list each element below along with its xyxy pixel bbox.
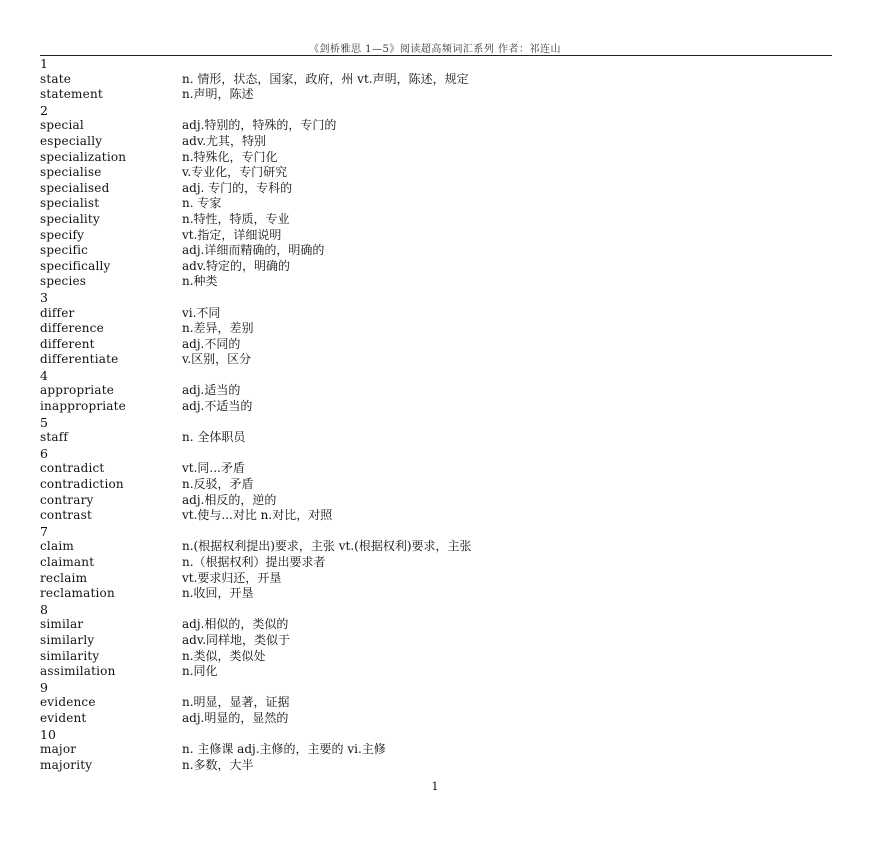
vocab-entry: [40, 87, 830, 103]
entry-definition: adv.尤其，特别: [182, 133, 267, 148]
group-number: 1: [40, 56, 48, 71]
vocab-entry: [40, 118, 830, 134]
entry-definition: n.类似，类似处: [182, 648, 266, 663]
group-number: 6: [40, 445, 48, 461]
entry-definition: n.明显，显著，证据: [182, 695, 290, 710]
vocab-entry: [40, 664, 830, 680]
vocab-entry: [40, 539, 830, 555]
entry-word: appropriate: [40, 383, 115, 398]
vocab-entry: [40, 571, 830, 587]
entry-word: similarly: [40, 632, 95, 647]
entry-word: especially: [40, 133, 103, 148]
entry-definition: vt.同...矛盾: [182, 461, 245, 476]
vocab-entry: [40, 352, 830, 368]
vocab-entry: [40, 695, 830, 711]
entry-definition: n. 全体职员: [182, 430, 246, 445]
vocab-entry: [40, 259, 830, 275]
vocab-entry: [40, 742, 830, 758]
entry-word: evidence: [40, 695, 96, 710]
entry-definition: adj.相似的，类似的: [182, 617, 289, 632]
entry-definition: v.区别，区分: [182, 352, 252, 367]
entry-definition: vt.要求归还，开垦: [182, 570, 282, 585]
entry-word: species: [40, 274, 87, 289]
entry-word: major: [40, 742, 77, 757]
entry-word: contrast: [40, 508, 92, 523]
vocab-entry: [40, 555, 830, 571]
entry-definition: n.差异，差别: [182, 321, 254, 336]
group-number: 7: [40, 523, 48, 539]
vocab-entry: [40, 306, 830, 322]
entry-definition: n.多数，大半: [182, 757, 254, 772]
entry-definition: v.专业化，专门研究: [182, 165, 288, 180]
vocab-entry: [40, 758, 830, 774]
entry-word: specify: [40, 227, 85, 242]
vocab-entry: [40, 383, 830, 399]
entry-word: reclamation: [40, 586, 115, 601]
entry-definition: vt.使与...对比 n.对比，对照: [182, 508, 333, 523]
entry-definition: adj.详细而精确的，明确的: [182, 243, 325, 258]
entry-word: assimilation: [40, 664, 116, 679]
entry-word: contradict: [40, 461, 105, 476]
group-number: 5: [40, 414, 48, 430]
vocab-entry: [40, 477, 830, 493]
entry-word: different: [40, 336, 95, 351]
entry-word: staff: [40, 430, 69, 445]
entry-definition: adj. 专门的，专科的: [182, 180, 293, 195]
vocabulary-list: [40, 56, 830, 773]
entry-word: specialist: [40, 196, 100, 211]
entry-word: contradiction: [40, 477, 124, 492]
vocab-entry: [40, 617, 830, 633]
vocab-entry: [40, 633, 830, 649]
entry-word: claim: [40, 539, 74, 554]
entry-word: special: [40, 118, 84, 133]
entry-definition: n.特性，特质，专业: [182, 211, 290, 226]
entry-definition: vt.指定，详细说明: [182, 227, 282, 242]
vocab-entry: [40, 228, 830, 244]
entry-definition: n.同化: [182, 664, 218, 679]
entry-word: statement: [40, 87, 103, 102]
vocab-entry: [40, 493, 830, 509]
entry-word: differentiate: [40, 352, 119, 367]
entry-definition: n.特殊化，专门化: [182, 149, 278, 164]
vocab-entry: [40, 243, 830, 259]
entry-definition: n.反驳，矛盾: [182, 477, 254, 492]
entry-definition: adv.特定的，明确的: [182, 258, 291, 273]
vocab-entry: [40, 72, 830, 88]
entry-word: speciality: [40, 211, 100, 226]
entry-word: state: [40, 71, 72, 86]
entry-definition: n.声明，陈述: [182, 87, 254, 102]
vocab-entry: [40, 508, 830, 524]
group-number: 3: [40, 289, 48, 305]
entry-word: specialization: [40, 149, 127, 164]
entry-definition: adj.不同的: [182, 336, 241, 351]
vocab-entry: [40, 181, 830, 197]
entry-word: specifically: [40, 258, 111, 273]
entry-definition: adv.同样地，类似于: [182, 632, 291, 647]
group-number: 10: [40, 726, 56, 742]
vocab-entry: [40, 461, 830, 477]
vocab-entry: [40, 337, 830, 353]
entry-definition: adj.明显的，显然的: [182, 710, 289, 725]
entry-definition: n.收回，开垦: [182, 586, 254, 601]
entry-word: reclaim: [40, 570, 88, 585]
entry-word: claimant: [40, 555, 95, 569]
entry-definition: adj.特别的，特殊的，专门的: [182, 118, 337, 133]
vocab-entry: [40, 711, 830, 727]
entry-word: similarity: [40, 648, 100, 663]
entry-definition: n. 主修课 adj.主修的，主要的 vi.主修: [182, 742, 386, 757]
vocab-entry: [40, 196, 830, 212]
vocab-entry: [40, 134, 830, 150]
vocab-entry: [40, 586, 830, 602]
vocab-entry: [40, 321, 830, 337]
entry-word: specialise: [40, 165, 102, 180]
entry-definition: n.种类: [182, 274, 218, 289]
page-number: 1: [431, 780, 439, 793]
entry-word: specific: [40, 243, 89, 258]
vocab-entry: [40, 150, 830, 166]
entry-definition: adj.不适当的: [182, 399, 253, 414]
entry-word: majority: [40, 757, 93, 772]
vocab-entry: [40, 649, 830, 665]
entry-word: inappropriate: [40, 399, 126, 414]
entry-word: similar: [40, 617, 84, 632]
group-number: 9: [40, 679, 48, 695]
entry-definition: n.（根据权利）提出要求者: [182, 555, 326, 569]
vocab-entry: [40, 430, 830, 446]
entry-definition: n. 专家: [182, 196, 222, 211]
vocab-entry: [40, 399, 830, 415]
entry-word: difference: [40, 321, 104, 336]
vocab-entry: [40, 212, 830, 228]
entry-definition: vi.不同: [182, 305, 221, 320]
entry-definition: n. 情形，状态，国家，政府，州 vt.声明，陈述，规定: [182, 71, 469, 86]
entry-definition: adj.适当的: [182, 383, 241, 398]
entry-definition: adj.相反的，逆的: [182, 492, 277, 507]
entry-word: evident: [40, 710, 87, 725]
vocab-entry: [40, 274, 830, 290]
group-number: 2: [40, 102, 48, 118]
group-number: 4: [40, 367, 48, 383]
group-number: 8: [40, 601, 48, 617]
vocab-entry: [40, 165, 830, 181]
entry-word: differ: [40, 305, 75, 320]
entry-word: contrary: [40, 492, 94, 507]
entry-word: specialised: [40, 180, 110, 195]
page-header: 《剑桥雅思 1—5》阅读超高频词汇系列 作者：祁连山: [308, 44, 562, 55]
entry-definition: n.(根据权利提出)要求，主张 vt.(根据权利)要求，主张: [182, 539, 472, 554]
